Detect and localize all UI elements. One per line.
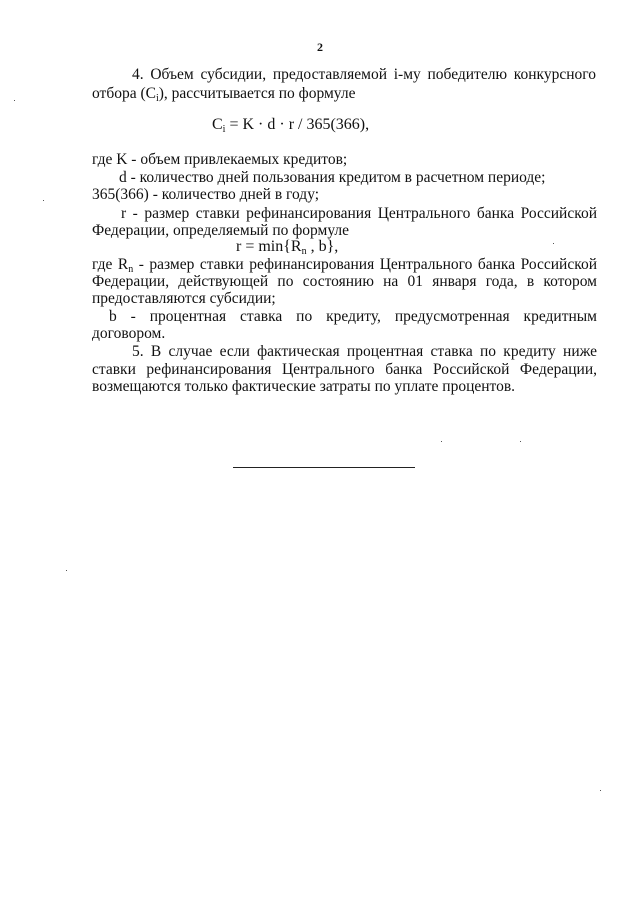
page-number: 2 [317, 40, 323, 54]
item4-line2 [92, 85, 355, 108]
formula-rate-after: , b}, [306, 238, 339, 255]
formula-rate-before: r = min{R [236, 238, 302, 255]
where-r-line2: Федерации, определяемый по формуле [92, 222, 350, 239]
formula-c-sub: i [222, 124, 226, 135]
item5-line3: возмещаются только фактические затраты по уплате процентов. [92, 378, 516, 395]
scan-speck [600, 790, 601, 791]
scan-speck [66, 570, 67, 571]
where-r-line1: r - размер ставки рефинансирования Центрального банка Российской [121, 205, 597, 222]
rn-line3: предоставляются субсидии; [92, 290, 276, 307]
rn-line1-before: где R [92, 256, 129, 273]
formula-c: C [212, 116, 223, 133]
rn-line1-sub: n [128, 264, 134, 275]
item4-line2-before: отбора (C [92, 85, 156, 102]
item4-line2-sub: i [155, 93, 159, 104]
rn-line2: Федерации, действующей по состоянию на 01 января года, в котором [92, 273, 597, 290]
where-d: d - количество дней пользования кредитом в расчетном периоде; [119, 169, 546, 186]
separator-line [233, 467, 415, 468]
scan-speck [441, 441, 442, 442]
item5-line2: ставки рефинансирования Центрального банка Российской Федерации, [92, 361, 597, 378]
where-days: 365(366) - количество дней в году; [92, 186, 320, 203]
b-line2: договором. [92, 325, 166, 342]
formula-rate-sub: n [301, 246, 307, 257]
scan-speck [553, 243, 554, 244]
scan-speck [520, 441, 521, 442]
formula-subsidy [212, 116, 369, 135]
rn-line1-after: - размер ставки рефинансирования Центрального банка Российской [133, 256, 597, 273]
item5-line1: 5. В случае если фактическая процентная ставка по кредиту ниже [132, 343, 597, 360]
item4-line2-after: ), рассчитывается по формуле [158, 85, 356, 102]
where-k: где K - объем привлекаемых кредитов; [92, 151, 348, 168]
b-line1: b - процентная ставка по кредиту, предусмотренная кредитным [109, 308, 597, 325]
item4-line1: 4. Объем субсидии, предоставляемой i-му победителю конкурсного [132, 66, 596, 83]
formula-rest: = K · d · r / 365(366), [225, 116, 370, 133]
formula-rate [236, 238, 338, 257]
scan-speck [43, 200, 44, 201]
scan-speck [14, 100, 15, 101]
